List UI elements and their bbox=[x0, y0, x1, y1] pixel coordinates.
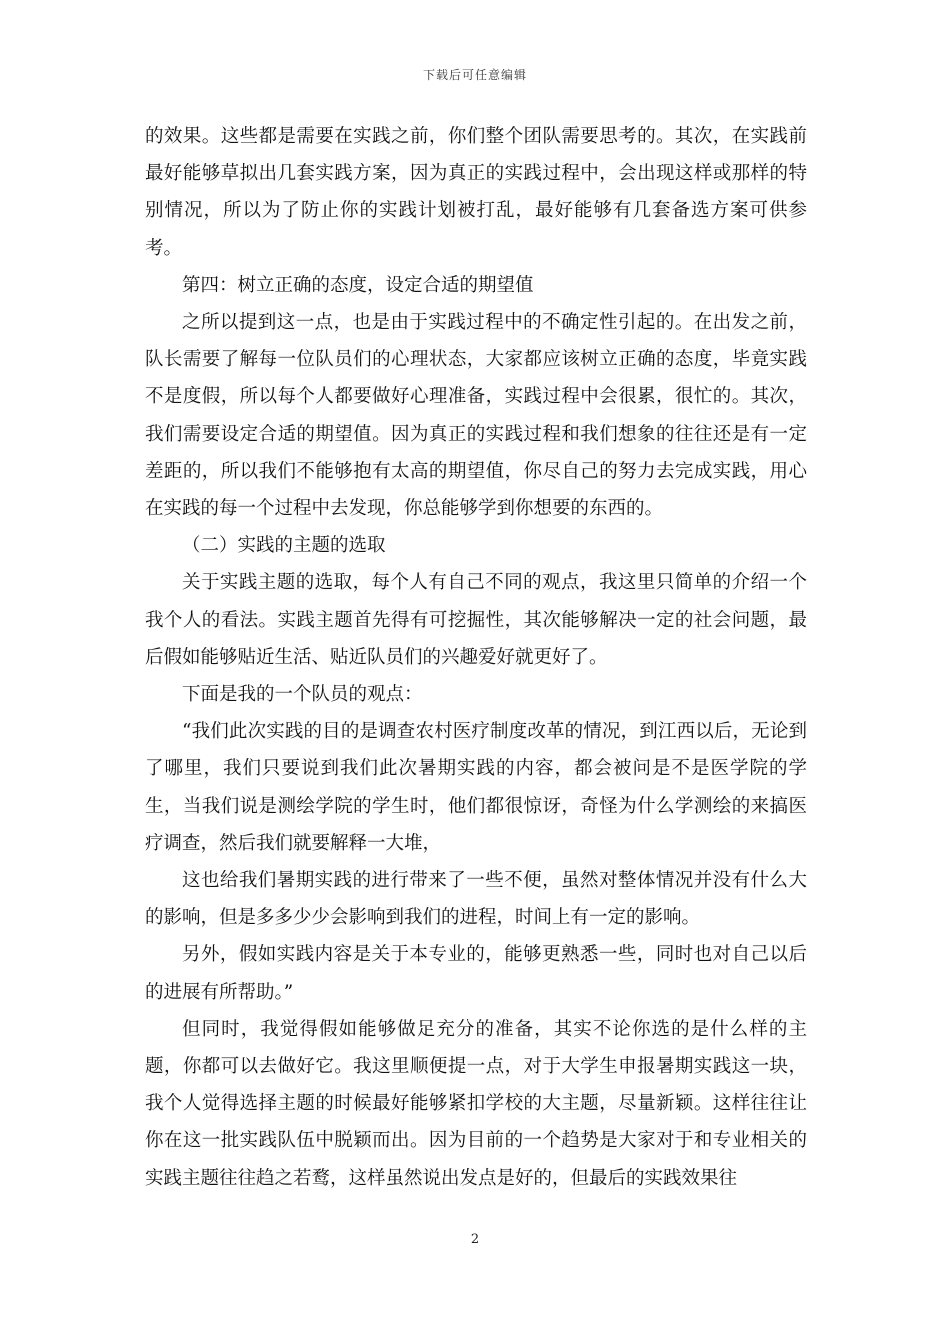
page-number: 2 bbox=[470, 1232, 480, 1247]
quote-paragraph: 这也给我们暑期实践的进行带来了一些不便，虽然对整体情况并没有什么大的影响，但是多多少少会影响到我们的进程，时间上有一定的影响。 bbox=[145, 870, 807, 929]
quote-paragraph: 另外，假如实践内容是关于本专业的，能够更熟悉一些，同时也对自己以后的进展有所帮助。” bbox=[145, 944, 807, 1003]
quote-paragraph: “我们此次实践的目的是调查农村医疗制度改革的情况，到江西以后，无论到了哪里，我们只要说到我们此次暑期实践的内容，都会被问是不是医学院的学生，当我们说是测绘学院的学生时，他们都很惊讶，奇怪为什么学测绘的来搞医疗调查，然后我们就要解释一大堆， bbox=[145, 721, 807, 854]
paragraph: 下面是我的一个队员的观点： bbox=[182, 684, 423, 706]
paragraph: 之所以提到这一点，也是由于实践过程中的不确定性引起的。在出发之前，队长需要了解每一位队员们的心理状态，大家都应该树立正确的态度，毕竟实践不是度假，所以每个人都要做好心理准备，实践过程中会很累，很忙的。其次，我们需要设定合适的期望值。因为真正的实践过程和我们想象的往往还是有一定差距的，所以我们不能够抱有太高的期望值，你尽自己的努力去完成实践，用心在实践的每一个过程中去发现，你总能够学到你想要的东西的。 bbox=[145, 312, 807, 520]
paragraph: 的效果。这些都是需要在实践之前，你们整个团队需要思考的。其次，在实践前最好能够草拟出几套实践方案，因为真正的实践过程中，会出现这样或那样的特别情况，所以为了防止你的实践计划被打乱，最好能够有几套备选方案可供参考。 bbox=[145, 126, 807, 259]
section-heading: 第四：树立正确的态度，设定合适的期望值 bbox=[182, 274, 534, 296]
paragraph: 关于实践主题的选取，每个人有自己不同的观点，我这里只简单的介绍一个我个人的看法。实践主题首先得有可挖掘性，其次能够解决一定的社会问题，最后假如能够贴近生活、贴近队员们的兴趣爱好就更好了。 bbox=[145, 572, 807, 668]
section-heading: （二）实践的主题的选取 bbox=[182, 535, 386, 557]
document-body bbox=[145, 118, 807, 1197]
page-header: 下载后可任意编辑 bbox=[422, 68, 527, 82]
paragraph: 但同时，我觉得假如能够做足充分的准备，其实不论你选的是什么样的主题，你都可以去做好它。我这里顺便提一点，对于大学生申报暑期实践这一块，我个人觉得选择主题的时候最好能够紧扣学校的大主题，尽量新颖。这样往往让你在这一批实践队伍中脱颖而出。因为目前的一个趋势是大家对于和专业相关的实践主题往往趋之若鹜，这样虽然说出发点是好的，但最后的实践效果往 bbox=[145, 1018, 807, 1189]
